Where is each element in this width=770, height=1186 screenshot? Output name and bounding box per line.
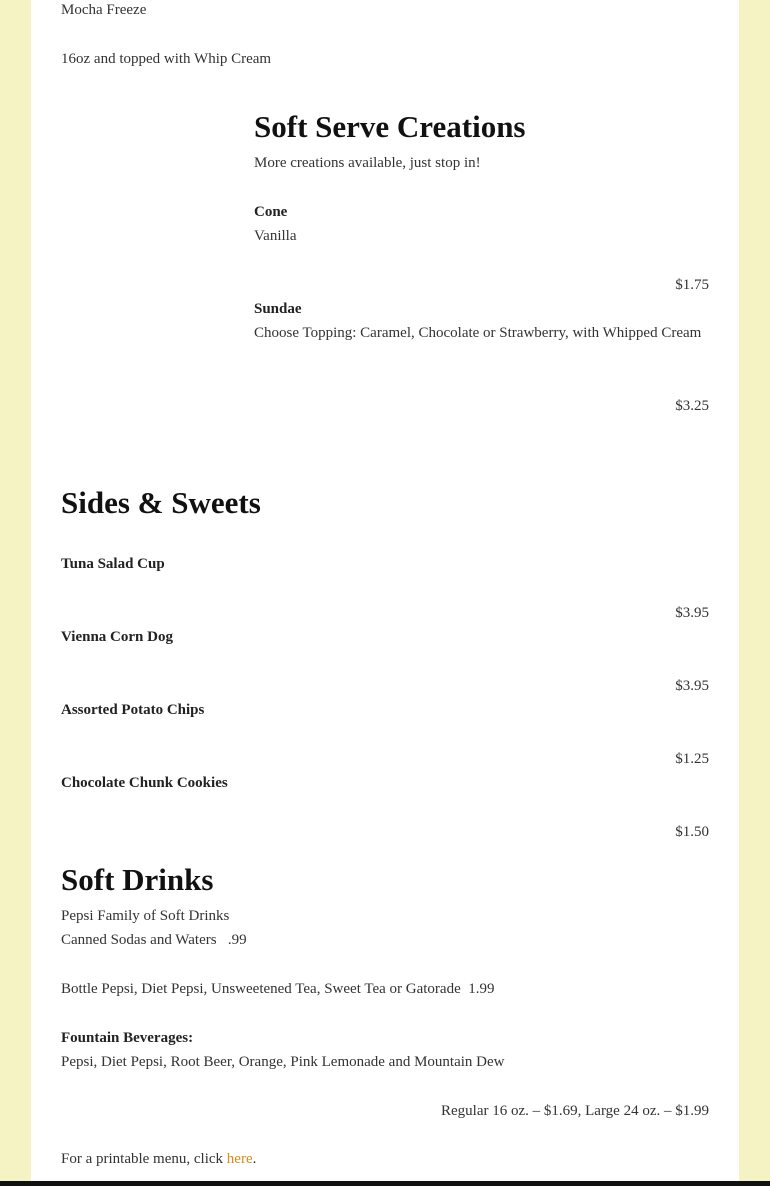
soft-drinks-family: Pepsi Family of Soft Drinks xyxy=(61,908,230,924)
item-price-vienna-corn-dog: $3.95 xyxy=(675,678,709,694)
menu-content xyxy=(31,0,739,1181)
section-title-soft-drinks: Soft Drinks xyxy=(61,862,214,897)
soft-drinks-canned: Canned Sodas and Waters .99 xyxy=(61,932,247,948)
bottom-bar xyxy=(0,1181,770,1186)
section-subtitle-soft-serve: More creations available, just stop in! xyxy=(254,155,481,171)
item-name-mocha-freeze: Mocha Freeze xyxy=(61,2,147,18)
soft-drinks-bottled: Bottle Pepsi, Diet Pepsi, Unsweetened Tea, Sweet Tea or Gatorade 1.99 xyxy=(61,981,495,997)
printable-menu-note xyxy=(61,1147,256,1171)
item-desc-cone: Vanilla xyxy=(254,228,297,244)
item-name-sundae: Sundae xyxy=(254,301,302,317)
fountain-desc: Pepsi, Diet Pepsi, Root Beer, Orange, Pink Lemonade and Mountain Dew xyxy=(61,1054,505,1070)
item-desc-sundae: Choose Topping: Caramel, Chocolate or Strawberry, with Whipped Cream xyxy=(254,325,702,341)
section-title-sides: Sides & Sweets xyxy=(61,485,261,520)
fountain-label: Fountain Beverages: xyxy=(61,1030,194,1046)
item-name-chocolate-chunk-cookies: Chocolate Chunk Cookies xyxy=(61,775,228,791)
item-price-sundae: $3.25 xyxy=(675,398,709,414)
item-name-vienna-corn-dog: Vienna Corn Dog xyxy=(61,629,173,645)
item-name-tuna-salad-cup: Tuna Salad Cup xyxy=(61,556,165,572)
item-price-tuna-salad-cup: $3.95 xyxy=(675,605,709,621)
fountain-price: Regular 16 oz. – $1.69, Large 24 oz. – $1.99 xyxy=(440,1103,709,1119)
section-title-soft-serve: Soft Serve Creations xyxy=(254,109,526,144)
item-desc-mocha-freeze: 16oz and topped with Whip Cream xyxy=(61,51,272,67)
printable-menu-period: . xyxy=(252,1151,257,1167)
item-price-potato-chips: $1.25 xyxy=(675,751,709,767)
printable-menu-link[interactable]: here xyxy=(226,1151,253,1167)
item-price-cone: $1.75 xyxy=(675,277,709,293)
item-name-cone: Cone xyxy=(254,204,288,220)
item-name-potato-chips: Assorted Potato Chips xyxy=(61,702,205,718)
printable-menu-text: For a printable menu, click xyxy=(61,1151,227,1167)
item-price-chocolate-chunk-cookies: $1.50 xyxy=(675,824,709,840)
